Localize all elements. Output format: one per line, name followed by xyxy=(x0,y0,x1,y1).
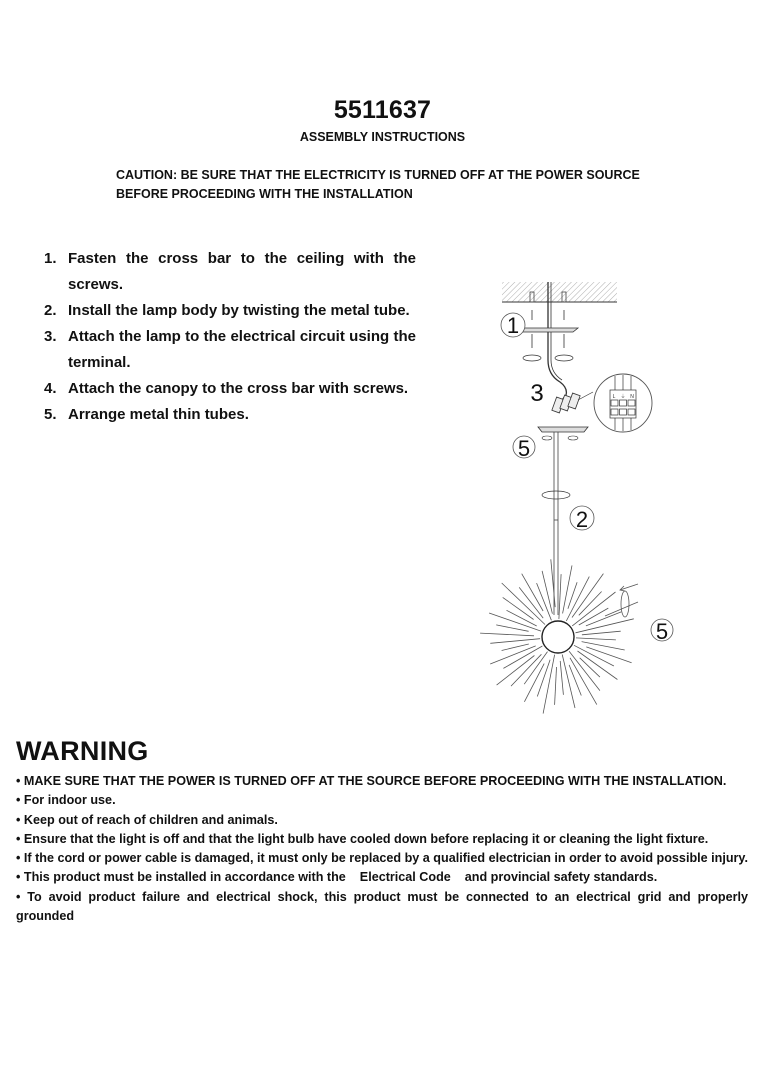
step-number: 4. xyxy=(44,380,57,397)
svg-text:5: 5 xyxy=(517,436,531,461)
warning-item: • Keep out of reach of children and animals. xyxy=(16,812,278,827)
metal-thin-tube-icon xyxy=(576,619,634,633)
metal-thin-tube-icon xyxy=(582,642,625,650)
step-item xyxy=(44,324,416,376)
warning-item: • If the cord or power cable is damaged, it must only be replaced by a qualified electrician in order to avoid possible injury. xyxy=(16,851,748,866)
canopy-icon xyxy=(538,427,588,432)
warning-list xyxy=(16,772,748,926)
step-text: Install the lamp body by twisting the metal tube. xyxy=(68,302,410,319)
metal-thin-tube-icon xyxy=(502,644,529,651)
warning-item: • This product must be installed in accordance with the Electrical Code and provincial safety standards. xyxy=(16,870,658,885)
metal-thin-tube-icon xyxy=(559,574,561,619)
metal-tube-icon xyxy=(554,432,558,615)
metal-thin-tube-icon xyxy=(551,559,555,607)
metal-thin-tube-icon xyxy=(560,661,563,695)
warning-item: • Ensure that the light is off and that the light bulb have cooled down before replacing it or cleaning the light fixture. xyxy=(16,831,709,846)
rotate-arrow-icon xyxy=(542,491,570,499)
callout-3 xyxy=(526,380,548,407)
assembly-diagram xyxy=(470,270,690,730)
step-number: 1. xyxy=(44,250,57,267)
svg-text:N: N xyxy=(630,394,634,400)
svg-text:L: L xyxy=(612,394,616,400)
ceiling-icon xyxy=(502,282,617,302)
metal-thin-tube-icon xyxy=(576,638,616,640)
metal-thin-tube-icon xyxy=(563,565,572,613)
document-subtitle: ASSEMBLY INSTRUCTIONS xyxy=(299,130,466,144)
model-number: 5511637 xyxy=(333,96,432,124)
callout-1 xyxy=(501,313,525,338)
svg-text:3: 3 xyxy=(530,380,544,407)
warning-item: • MAKE SURE THAT THE POWER IS TURNED OFF AT THE SOURCE BEFORE PROCEEDING WITH THE INSTALLATION. xyxy=(16,774,727,788)
lamp-sphere-icon xyxy=(542,621,574,653)
warning-heading: WARNING xyxy=(16,736,149,766)
callout-2 xyxy=(570,506,594,532)
metal-thin-tube-icon xyxy=(490,639,540,644)
step-text: Attach the lamp to the electrical circuit using the terminal. xyxy=(68,328,416,371)
svg-text:5: 5 xyxy=(655,619,669,644)
metal-thin-tube-icon xyxy=(555,667,557,705)
metal-thin-tube-icon xyxy=(582,631,621,635)
cross-bar-icon xyxy=(518,328,578,332)
step-text: Attach the canopy to the cross bar with screws. xyxy=(68,380,409,397)
step-number: 5. xyxy=(44,406,57,423)
callout-5 xyxy=(513,436,535,461)
metal-thin-tube-icon xyxy=(569,651,600,690)
metal-thin-tube-icon xyxy=(480,633,534,636)
step-number: 3. xyxy=(44,328,57,345)
svg-text:⏚: ⏚ xyxy=(620,394,626,400)
step-item xyxy=(44,376,416,402)
metal-thin-tube-icon xyxy=(542,571,552,614)
svg-text:2: 2 xyxy=(575,507,589,532)
step-item xyxy=(44,402,416,428)
step-number: 2. xyxy=(44,302,57,319)
metal-thin-tube-icon xyxy=(497,656,535,686)
warning-item: • To avoid product failure and electrical shock, this product must be connected to an electrical grid and properly grounded xyxy=(16,889,748,924)
step-text: Arrange metal thin tubes. xyxy=(68,406,249,423)
metal-thin-tube-icon xyxy=(496,625,528,631)
caution-notice: CAUTION: BE SURE THAT THE ELECTRICITY IS TURNED OFF AT THE POWER SOURCE BEFORE PROCEEDING WITH THE INSTALLATION xyxy=(116,168,640,201)
insert-arrow-icon xyxy=(605,584,638,617)
terminal-detail-icon xyxy=(594,374,652,432)
svg-text:1: 1 xyxy=(506,313,520,338)
metal-thin-tube-icon xyxy=(568,582,577,609)
terminal-block-icon xyxy=(552,393,580,413)
callout-5-tubes xyxy=(651,619,673,644)
step-text: Fasten the cross bar to the ceiling with the screws. xyxy=(68,250,416,293)
metal-thin-tube-icon xyxy=(586,612,621,626)
metal-thin-tube-icon xyxy=(580,658,600,677)
step-item xyxy=(44,298,416,324)
warning-item: • For indoor use. xyxy=(16,793,116,808)
metal-thin-tube-icon xyxy=(503,646,542,668)
step-item xyxy=(44,246,416,298)
rotate-arrow-icon xyxy=(542,436,578,440)
metal-thin-tube-icon xyxy=(490,646,536,664)
assembly-steps xyxy=(44,246,416,428)
